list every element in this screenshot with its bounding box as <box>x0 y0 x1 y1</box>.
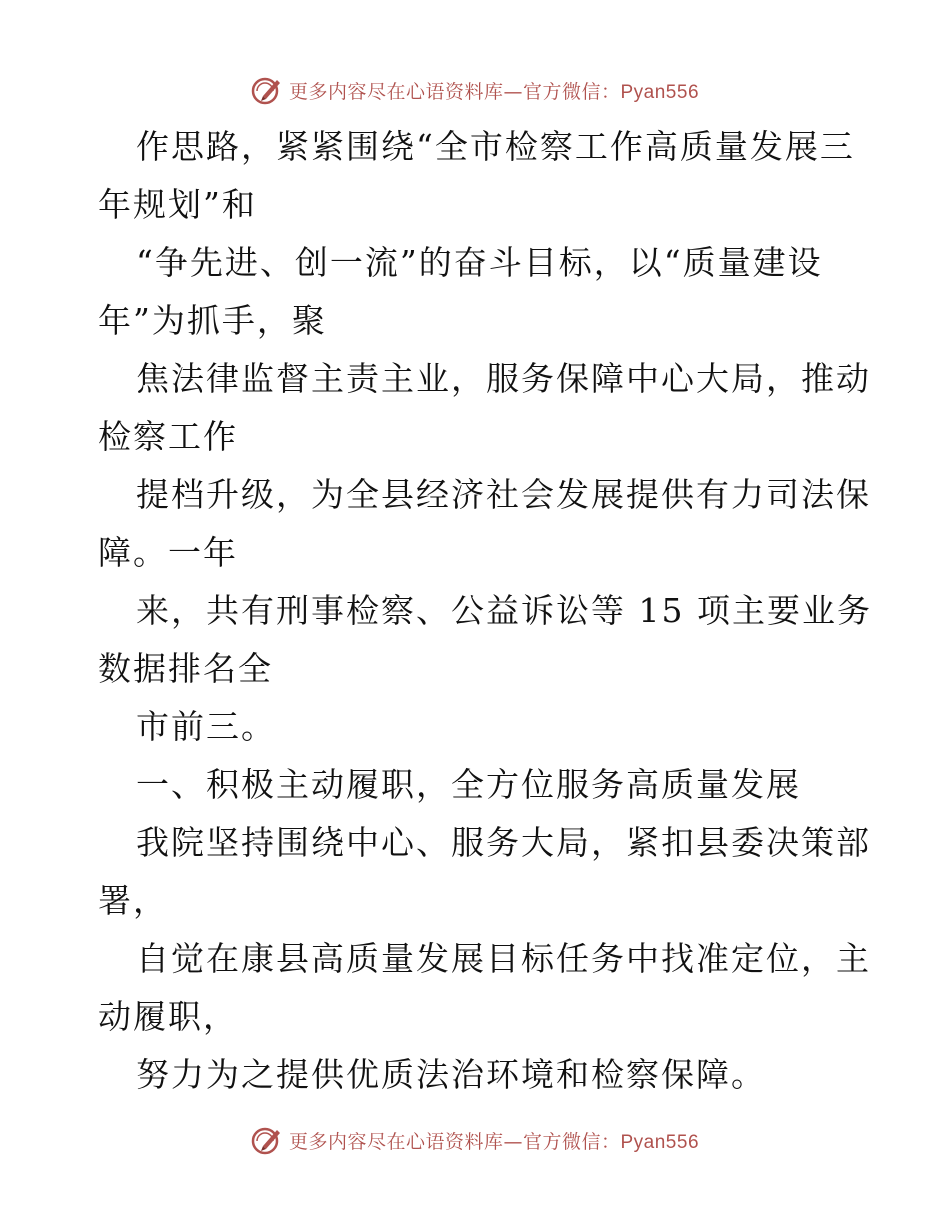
text-line: 年”为抓手，聚 <box>98 301 327 340</box>
watermark-text: 更多内容尽在心语资料库—官方微信：Pyan556 <box>288 80 700 103</box>
text-line: “争先进、创一流”的奋斗目标，以“质量建设 <box>136 243 823 282</box>
fountain-pen-globe-icon <box>251 74 283 106</box>
text-line: 年规划”和 <box>98 185 257 224</box>
text-line: 提档升级，为全县经济社会发展提供有力司法保 <box>136 475 871 514</box>
text-line: 障。一年 <box>98 533 238 572</box>
text-line: 市前三。 <box>136 707 276 746</box>
watermark-text: 更多内容尽在心语资料库—官方微信：Pyan556 <box>288 1130 700 1153</box>
text-line: 动履职， <box>98 997 238 1036</box>
text-line: 努力为之提供优质法治环境和检察保障。 <box>136 1055 766 1094</box>
document-body <box>98 118 872 1104</box>
text-line: 我院坚持围绕中心、服务大局，紧扣县委决策部 <box>136 823 871 862</box>
text-line: 数据排名全 <box>98 649 273 688</box>
text-line: 自觉在康县高质量发展目标任务中找准定位，主 <box>136 939 871 978</box>
footer-watermark <box>0 1120 950 1160</box>
text-line: 署， <box>98 881 168 920</box>
text-line: 检察工作 <box>98 417 238 456</box>
text-line: 焦法律监督主责主业，服务保障中心大局，推动 <box>136 359 871 398</box>
section-heading: 一、积极主动履职，全方位服务高质量发展 <box>136 765 801 804</box>
header-watermark <box>0 70 950 110</box>
text-line: 来，共有刑事检察、公益诉讼等 15 项主要业务 <box>136 591 872 630</box>
fountain-pen-globe-icon <box>251 1124 283 1156</box>
text-line: 作思路，紧紧围绕“全市检察工作高质量发展三 <box>136 127 855 166</box>
